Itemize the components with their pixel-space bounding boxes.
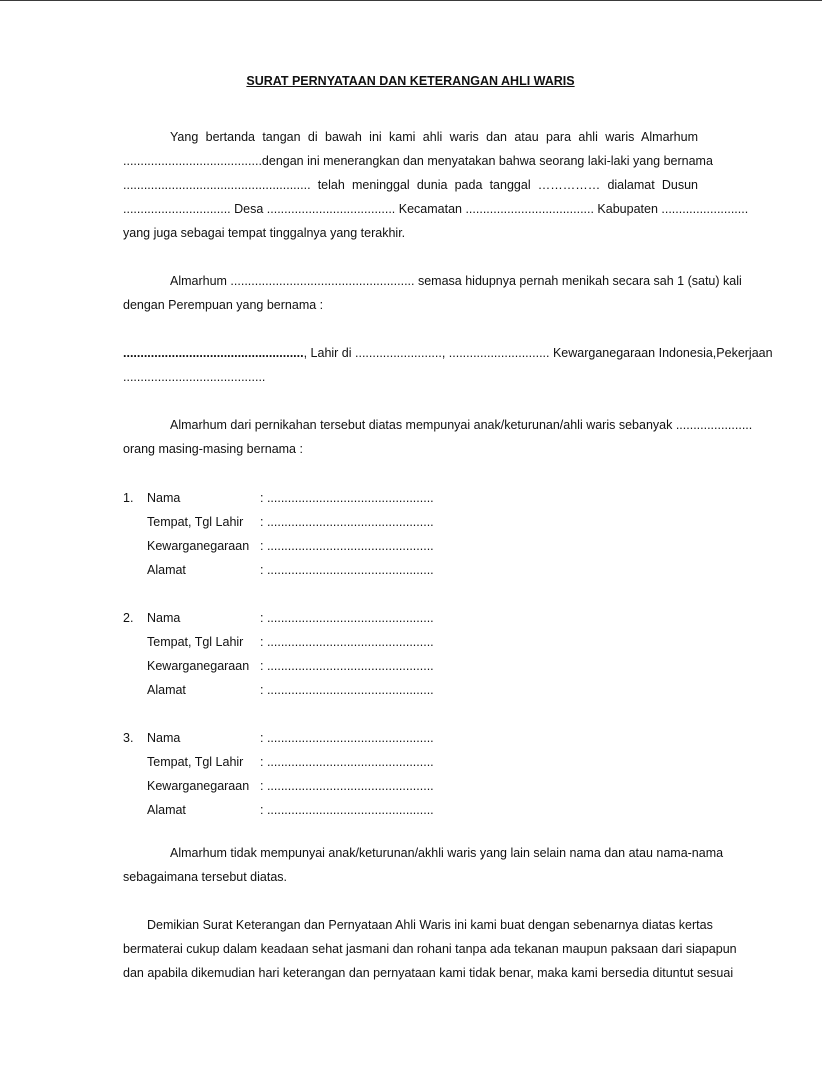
paragraph-opening	[123, 125, 749, 245]
paragraph-line: ...................................................... telah meninggal dunia pada tanggal …………… dialamat Dusun	[123, 178, 698, 192]
field-label: Nama	[147, 731, 181, 745]
field-label: Alamat	[147, 563, 186, 577]
paragraph-line: Demikian Surat Keterangan dan Pernyataan Ahli Waris ini kami buat dengan sebenarnya diatas kertas	[147, 918, 713, 932]
paragraph-line: Almarhum dari pernikahan tersebut diatas mempunyai anak/keturunan/ahli waris sebanyak ......................	[170, 418, 753, 432]
paragraph-line: orang masing-masing bernama :	[123, 442, 303, 456]
document-title: SURAT PERNYATAAN DAN KETERANGAN AHLI WARIS	[246, 74, 575, 88]
paragraph-closing	[123, 913, 737, 985]
paragraph-line	[123, 341, 773, 365]
paragraph-line: Almarhum tidak mempunyai anak/keturunan/akhli waris yang lain selain nama dan atau nama-nama	[170, 846, 724, 860]
field-label: Tempat, Tgl Lahir	[147, 515, 244, 529]
field-label: Kewarganegaraan	[147, 539, 250, 553]
paragraph-line: yang juga sebagai tempat tinggalnya yang terakhir.	[123, 226, 406, 240]
paragraph-line: Yang bertanda tangan di bawah ini kami ahli waris dan atau para ahli waris Almarhum	[170, 130, 698, 144]
paragraph-line: bermaterai cukup dalam keadaan sehat jasmani dan rohani tanpa ada tekanan maupun paksaan dari siapapun	[123, 942, 737, 956]
paragraph-line: ............................... Desa ..................................... Kecamatan ..................................... Kabupaten .........................	[123, 202, 749, 216]
field-value: : ................................................	[260, 731, 434, 745]
paragraph-no-other-heirs	[123, 841, 724, 889]
field-value: : ................................................	[260, 491, 434, 505]
heir-number: 3.	[123, 731, 134, 745]
paragraph-line: .........................................	[123, 370, 266, 384]
field-label: Nama	[147, 491, 181, 505]
field-label: Kewarganegaraan	[147, 659, 250, 673]
field-value: : ................................................	[260, 539, 434, 553]
paragraph-line: dan apabila dikemudian hari keterangan dan pernyataan kami tidak benar, maka kami bersedia dituntut sesuai	[123, 966, 734, 980]
field-value: : ................................................	[260, 803, 434, 817]
field-value: : ................................................	[260, 611, 434, 625]
paragraph-marriage	[123, 269, 742, 317]
field-value: : ................................................	[260, 683, 434, 697]
field-label: Tempat, Tgl Lahir	[147, 755, 244, 769]
paragraph-children	[123, 413, 753, 461]
page-top-border	[0, 0, 822, 1]
field-value: : ................................................	[260, 659, 434, 673]
heir-number: 2.	[123, 611, 134, 625]
paragraph-line: Almarhum ..................................................... semasa hidupnya pernah menikah secara sah 1 (satu) kali	[170, 274, 742, 288]
paragraph-line: ........................................dengan ini menerangkan dan menyatakan bahwa seorang laki-laki yang bernama	[123, 154, 713, 168]
paragraph-line: dengan Perempuan yang bernama :	[123, 298, 324, 312]
spouse-details: , Lahir di ........................., ............................. Kewarganegaraan Indonesia,Pekerjaan	[303, 346, 773, 360]
heir-number: 1.	[123, 491, 134, 505]
field-value: : ................................................	[260, 563, 434, 577]
field-value: : ................................................	[260, 779, 434, 793]
field-value: : ................................................	[260, 515, 434, 529]
field-label: Kewarganegaraan	[147, 779, 250, 793]
paragraph-spouse	[123, 341, 773, 389]
spouse-name-blank: ....................................................	[123, 346, 304, 360]
field-label: Alamat	[147, 803, 186, 817]
paragraph-line: sebagaimana tersebut diatas.	[123, 870, 287, 884]
field-label: Nama	[147, 611, 181, 625]
field-value: : ................................................	[260, 755, 434, 769]
field-value: : ................................................	[260, 635, 434, 649]
field-label: Tempat, Tgl Lahir	[147, 635, 244, 649]
field-label: Alamat	[147, 683, 186, 697]
